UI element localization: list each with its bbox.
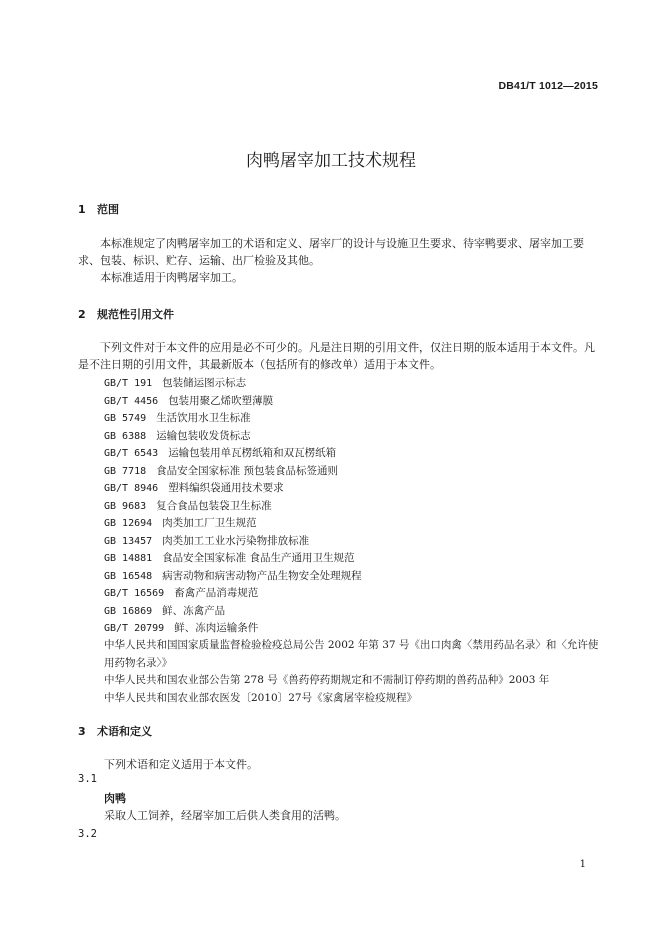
reference-item bbox=[104, 550, 362, 568]
reference-item bbox=[104, 568, 362, 586]
reference-code: GB 13457 bbox=[104, 535, 153, 547]
scope-applicability: 本标准适用于肉鸭屠宰加工。 bbox=[100, 271, 243, 284]
scope-paragraph: 本标准规定了肉鸭屠宰加工的术语和定义、屠宰厂的设计与设施卫生要求、待宰鸭要求、屠宰加工要求、包装、标识、贮存、运输、出厂检验及其他。 bbox=[78, 237, 584, 267]
reference-code: GB 9683 bbox=[104, 500, 147, 512]
reference-item bbox=[104, 463, 362, 481]
notice-text: 中华人民共和国国家质量监督检验检疫总局公告 2002 年第 37 号《出口肉禽〈禁用药品名录〉和〈允许使用药物名录〉》 bbox=[104, 639, 599, 669]
reference-title: 病害动物和病害动物产品生物安全处理规程 bbox=[162, 569, 362, 582]
notice-item bbox=[78, 637, 600, 672]
reference-code: GB/T 191 bbox=[104, 378, 153, 389]
notice-text: 中华人民共和国农业部农医发〔2010〕27号《家禽屠宰检疫规程》 bbox=[104, 692, 418, 704]
reference-code: GB 7718 bbox=[104, 465, 147, 477]
term-number: 3.2 bbox=[78, 828, 97, 840]
section-title: 范围 bbox=[97, 203, 119, 216]
reference-title: 包装用聚乙烯吹塑薄膜 bbox=[168, 394, 274, 407]
reference-item bbox=[104, 515, 362, 533]
page-number: 1 bbox=[579, 859, 586, 870]
reference-code: GB/T 4456 bbox=[104, 395, 159, 407]
reference-item bbox=[104, 393, 362, 411]
document-title: 肉鸭屠宰加工技术规程 bbox=[246, 151, 416, 171]
section-3-heading bbox=[78, 723, 152, 739]
reference-title: 食品安全国家标准 预包装食品标签通则 bbox=[156, 464, 338, 477]
reference-code: GB 16548 bbox=[104, 570, 153, 582]
reference-item bbox=[104, 480, 362, 498]
reference-code: GB 6388 bbox=[104, 430, 147, 442]
section-number: 1 bbox=[78, 203, 86, 216]
reference-title: 肉类加工厂卫生规范 bbox=[162, 517, 257, 529]
reference-item bbox=[104, 498, 362, 516]
reference-code: GB/T 6543 bbox=[104, 448, 159, 459]
reference-item bbox=[104, 585, 362, 603]
reference-item bbox=[104, 428, 362, 446]
term-definition: 采取人工饲养，经屠宰加工后供人类食用的活鸭。 bbox=[104, 809, 346, 822]
reference-item bbox=[104, 445, 362, 463]
reference-title: 运输包装收发货标志 bbox=[156, 429, 251, 442]
reference-title: 运输包装用单瓦楞纸箱和双瓦楞纸箱 bbox=[168, 447, 337, 459]
notice-text: 中华人民共和国农业部公告第 278 号《兽药停药期规定和不需制订停药期的兽药品种》2003 年 bbox=[104, 674, 550, 686]
normative-intro: 下列文件对于本文件的应用是必不可少的。凡是注日期的引用文件，仅注日期的版本适用于本文件。凡是不注日期的引用文件，其最新版本（包括所有的修改单）适用于本文件。 bbox=[78, 341, 595, 371]
section-2-heading bbox=[78, 306, 174, 322]
reference-title: 肉类加工工业水污染物排放标准 bbox=[162, 534, 310, 547]
reference-code: GB 16869 bbox=[104, 605, 153, 617]
reference-title: 塑料编织袋通用技术要求 bbox=[168, 482, 284, 494]
section-1-heading bbox=[78, 201, 119, 217]
section-title: 规范性引用文件 bbox=[97, 308, 174, 321]
reference-code: GB 12694 bbox=[104, 518, 153, 529]
standard-code: DB41/T 1012—2015 bbox=[498, 80, 598, 92]
reference-list bbox=[104, 375, 362, 638]
reference-item bbox=[104, 533, 362, 551]
reference-title: 鲜、冻肉运输条件 bbox=[174, 622, 259, 634]
reference-title: 复合食品包装袋卫生标准 bbox=[156, 499, 272, 512]
section-number: 2 bbox=[78, 308, 86, 321]
reference-code: GB/T 16569 bbox=[104, 588, 165, 599]
notice-item bbox=[78, 672, 600, 690]
reference-code: GB/T 8946 bbox=[104, 483, 159, 494]
reference-title: 鲜、冻禽产品 bbox=[162, 604, 226, 617]
reference-code: GB/T 20799 bbox=[104, 623, 165, 634]
terms-intro: 下列术语和定义适用于本文件。 bbox=[104, 758, 258, 771]
reference-item bbox=[104, 603, 362, 621]
reference-title: 食品安全国家标准 食品生产通用卫生规范 bbox=[162, 552, 355, 564]
section-number: 3 bbox=[78, 725, 86, 738]
term-number: 3.1 bbox=[78, 773, 97, 785]
reference-code: GB 14881 bbox=[104, 553, 153, 564]
term-name: 肉鸭 bbox=[104, 792, 126, 805]
reference-item bbox=[104, 620, 362, 638]
reference-title: 包装储运图示标志 bbox=[162, 377, 247, 389]
reference-item bbox=[104, 410, 362, 428]
reference-item bbox=[104, 375, 362, 393]
reference-title: 生活饮用水卫生标准 bbox=[156, 412, 251, 424]
section-title: 术语和定义 bbox=[97, 725, 152, 738]
reference-code: GB 5749 bbox=[104, 413, 147, 424]
notice-item bbox=[78, 690, 600, 708]
reference-title: 畜禽产品消毒规范 bbox=[174, 587, 259, 599]
